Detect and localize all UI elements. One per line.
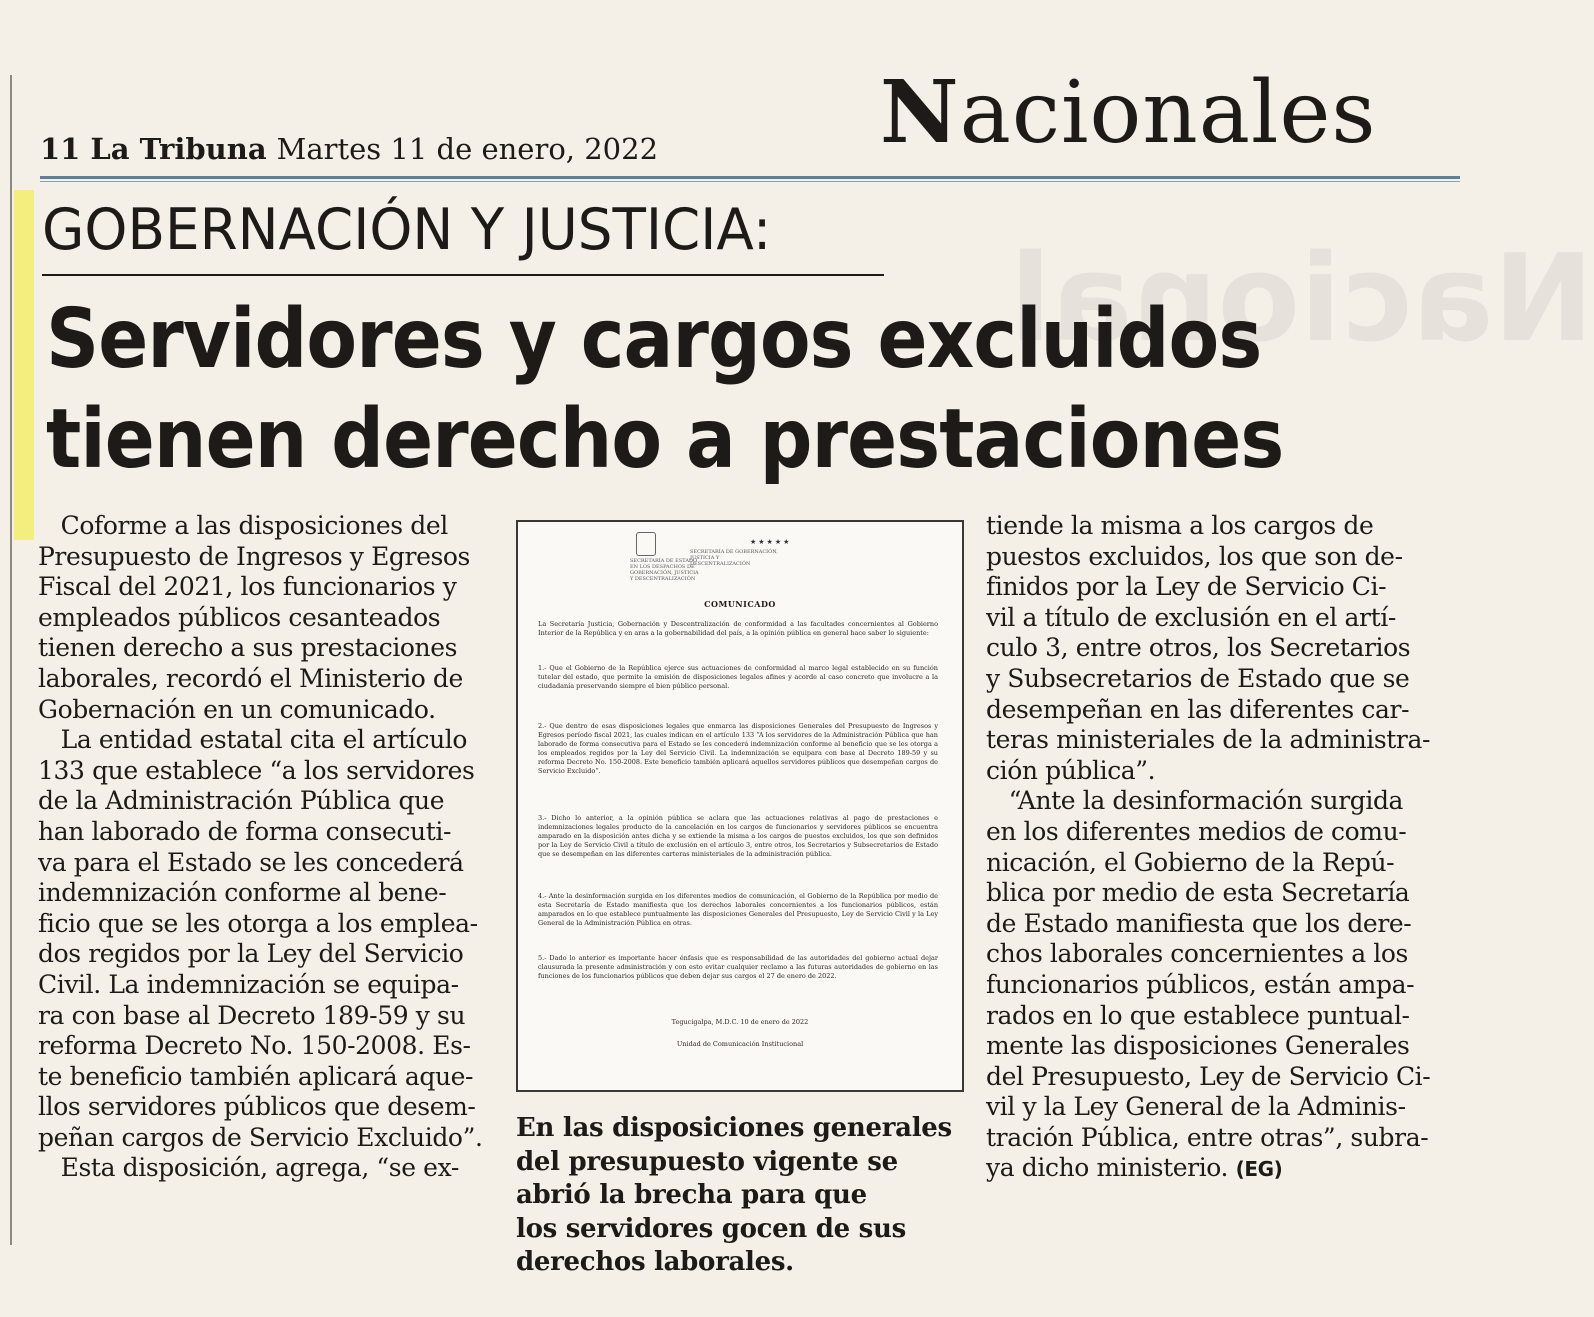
section-title — [880, 62, 1377, 163]
page-header — [40, 132, 658, 166]
highlighter-mark — [14, 190, 34, 540]
article-line: nicación, el Gobierno de la Repú- — [986, 847, 1395, 877]
header-rule — [40, 176, 1460, 179]
caption-line: derechos laborales. — [516, 1247, 794, 1277]
article-column-3 — [986, 511, 1430, 1184]
article-line: Presupuesto de Ingresos y Egresos — [38, 541, 470, 571]
communique-paragraph-4: 4.- Ante la desinformación surgida en los diferentes medios de comunicación, el Gobierno de la República por medio de esta Secretaría de Estado manifiesta que los derechos laborales concernientes a los funcionarios públicos, están amparados en lo que establece puntualmente las disposiciones Generales del Presupuesto, Ley de Servicio Civil y la Ley General de la Administración Pública en otras. — [538, 892, 938, 927]
article-line: desempeñan en las diferentes car- — [986, 694, 1410, 724]
page-edge-rule — [10, 75, 12, 1245]
headline-line-1: Servidores y cargos excluidos — [46, 292, 1262, 387]
article-line: tiende la misma a los cargos de — [986, 511, 1374, 540]
article-line: de la Administración Pública que — [38, 786, 445, 816]
article-line: Coforme a las disposiciones del — [38, 511, 448, 540]
article-line: 133 que establece “a los servidores — [38, 755, 475, 785]
article-line: dos regidos por la Ley del Servicio — [38, 939, 464, 969]
article-line: tienen derecho a sus prestaciones — [38, 633, 458, 663]
communique-org-right: SECRETARÍA DE GOBERNACIÓN, JUSTICIA Y DESCENTRALIZACIÓN — [690, 549, 778, 567]
article-line: mente las disposiciones Generales — [986, 1031, 1410, 1061]
article-line: finidos por la Ley de Servicio Ci- — [986, 572, 1387, 602]
article-line: puestos excluidos, los que son de- — [986, 541, 1403, 571]
headline-line-2: tienen derecho a prestaciones — [46, 392, 1284, 487]
article-line: ción pública”. — [986, 755, 1156, 785]
stars-icon: ★★★★★ — [750, 538, 792, 546]
article-line: chos laborales concernientes a los — [986, 939, 1408, 969]
article-line: del Presupuesto, Ley de Servicio Ci- — [986, 1061, 1431, 1091]
bleed-through-text: Nacional — [1010, 230, 1594, 369]
article-line: reforma Decreto No. 150-2008. Es- — [38, 1031, 471, 1061]
issue-date: Martes 11 de enero, 2022 — [276, 132, 659, 166]
article-line: blica por medio de esta Secretaría — [986, 878, 1410, 908]
communique-org-left: SECRETARÍA DE ESTADO EN LOS DESPACHOS DE GOBERNACIÓN, JUSTICIA Y DESCENTRALIZACIÓN — [630, 558, 699, 582]
kicker: GOBERNACIÓN Y JUSTICIA: — [42, 197, 772, 263]
caption-line: los servidores gocen de sus — [516, 1213, 906, 1244]
article-line: vil y la Ley General de la Adminis- — [986, 1092, 1406, 1122]
article-line: culo 3, entre otros, los Secretarios — [986, 633, 1411, 663]
kicker-underline — [42, 274, 884, 276]
communique-intro: La Secretaría Justicia, Gobernación y Descentralización de conformidad a las facultades concernientes al Gobierno Interior de la República y en aras a la gobernabilidad del país, a la opinión pública en general hace saber lo siguiente: — [538, 620, 938, 637]
article-line: tración Pública, entre otras”, subra- — [986, 1122, 1429, 1152]
communique-paragraph-3: 3.- Dicho lo anterior, a la opinión pública se aclara que las actuaciones relativas al pago de prestaciones e indemnizaciones legales producto de la cancelación en los cargos de funcionarios y servidores públicos se encuentra amparado en la disposición antes dicha y se extiende la misma a los cargos de puestos excluidos, los que son definidos por la Ley de Servicio Civil a título de exclusión en el artículo 3, entre otros, los Secretarios y Subsecretarios de Estado que se desempeñan en las diferentes carteras ministeriales de la administración pública. — [538, 814, 938, 858]
article-line: Esta disposición, agrega, “se ex- — [38, 1153, 459, 1183]
photo-caption — [516, 1112, 952, 1280]
header-rule-thin — [40, 181, 1460, 182]
communique-image — [516, 520, 964, 1092]
article-closing-text: ya dicho ministerio. — [986, 1153, 1229, 1183]
article-line: funcionarios públicos, están ampa- — [986, 969, 1415, 999]
article-line: vil a título de exclusión en el artí- — [986, 602, 1396, 632]
page-number: 11 — [40, 132, 81, 166]
article-line: empleados públicos cesanteados — [38, 602, 441, 632]
caption-line: En las disposiciones generales — [516, 1113, 952, 1143]
newspaper-name: La Tribuna — [90, 132, 267, 166]
article-line: teras ministeriales de la administra- — [986, 725, 1431, 755]
communique-paragraph-5: 5.- Dado lo anterior es importante hacer énfasis que es responsabilidad de las autoridades del gobierno actual dejar clausurada la presente administración y con esto evitar cualquier reclamo a las futuras autoridades de gobierno en las funciones de los funcionarios públicos que deben dejar sus cargos el 27 de enero de 2022. — [538, 954, 938, 980]
communique-signature: Unidad de Comunicación Institucional — [676, 1040, 804, 1048]
article-column-1 — [38, 511, 483, 1184]
caption-line: del presupuesto vigente se — [516, 1146, 898, 1177]
article-line: Gobernación en un comunicado. — [38, 694, 436, 724]
article-line-last — [986, 1153, 1430, 1184]
article-line: laborales, recordó el Ministerio de — [38, 663, 463, 693]
article-line: indemnización conforme al bene- — [38, 878, 447, 908]
article-line: Civil. La indemnización se equipa- — [38, 969, 459, 999]
communique-paragraph-2: 2.- Que dentro de esas disposiciones legales que enmarca las disposiciones Generales del Presupuesto de Ingresos y Egresos período fiscal 2021, las cuales indican en el artículo 133 “A los servidores de la Administración Pública que han laborado de forma consecutiva para el Estado se les concederá indemnización conforme al beneficio que se les otorga a los empleados regidos por la Ley del Servicio Civil. La indemnización se equipara con base al Decreto 189-59 y su reforma Decreto No. 150-2008. Este beneficio también aplicará aquellos servidores públicos que desempeñan cargos de Servicio Excluido”. — [538, 722, 938, 775]
article-line: y Subsecretarios de Estado que se — [986, 663, 1410, 693]
article-line: han laborado de forma consecuti- — [38, 816, 451, 846]
article-line: en los diferentes medios de comu- — [986, 816, 1407, 846]
section-initial: N — [880, 62, 960, 163]
byline: (EG) — [1235, 1157, 1283, 1182]
article-line: ra con base al Decreto 189-59 y su — [38, 1000, 466, 1030]
article-line: de Estado manifiesta que los dere- — [986, 908, 1412, 938]
article-line: te beneficio también aplicará aque- — [38, 1061, 474, 1091]
communique-paragraph-1: 1.- Que el Gobierno de la República ejerce sus actuaciones de conformidad al marco legal establecido en su función tutelar del estado, que permite la emisión de disposiciones legales afines y acorde al caso concreto que involucre a la ciudadanía preservando siempre el bien público personal. — [538, 664, 938, 690]
communique-place-date: Tegucigalpa, M.D.C. 10 de enero de 2022 — [671, 1018, 809, 1026]
communique-title: COMUNICADO — [704, 599, 776, 609]
section-title-rest: acionales — [959, 63, 1377, 163]
article-line: “Ante la desinformación surgida — [986, 786, 1404, 816]
article-line: va para el Estado se les concederá — [38, 847, 464, 877]
article-line: ficio que se les otorga a los emplea- — [38, 908, 478, 938]
article-line: rados en lo que establece puntual- — [986, 1000, 1410, 1030]
government-seal-icon — [636, 532, 656, 556]
article-line: peñan cargos de Servicio Excluido”. — [38, 1122, 483, 1152]
article-line: La entidad estatal cita el artículo — [38, 725, 468, 755]
headline — [46, 290, 1283, 490]
caption-line: abrió la brecha para que — [516, 1180, 867, 1210]
article-line: llos servidores públicos que desem- — [38, 1092, 476, 1122]
article-line: Fiscal del 2021, los funcionarios y — [38, 572, 457, 602]
